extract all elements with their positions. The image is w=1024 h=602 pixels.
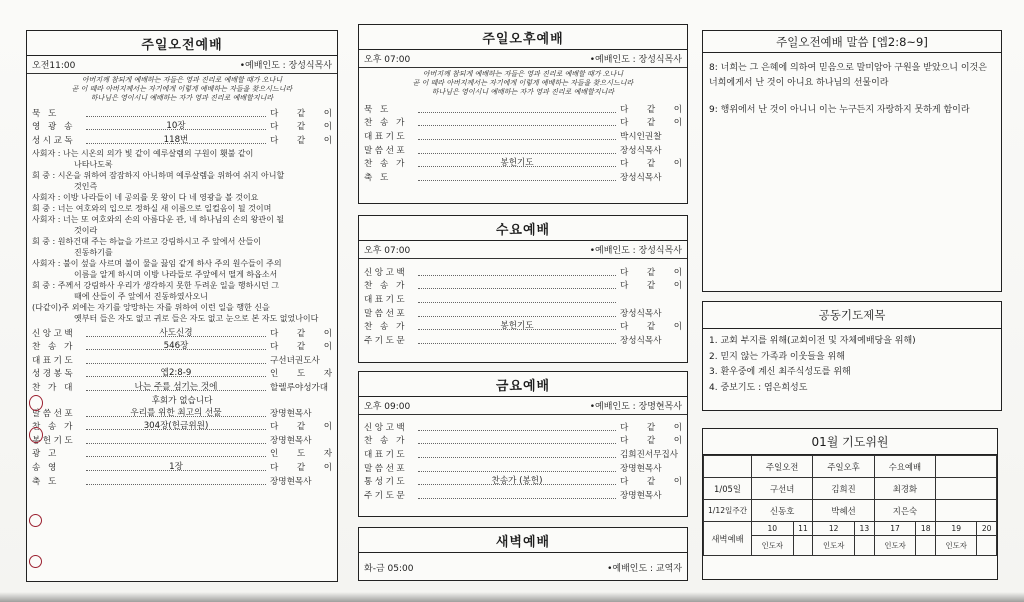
order-item-detail xyxy=(86,356,266,364)
order-item-person: 할렐루야성가대 xyxy=(270,382,329,393)
order-item-label: 통성기도 xyxy=(364,477,408,488)
order-row xyxy=(27,406,337,420)
order-item-label: 대표기도 xyxy=(364,131,408,142)
wednesday-service-header: 오후 07:00 •예배인도 : 장성식목사 xyxy=(359,241,687,259)
sermon-subtitle: 후회가 없습니다 xyxy=(151,395,213,406)
order-row xyxy=(27,447,337,461)
order-row xyxy=(359,170,687,184)
order-item-person: 장성식목사 xyxy=(620,308,662,319)
order-item-label: 찬 가 대 xyxy=(32,382,75,393)
prayer-committee-box xyxy=(702,428,998,580)
order-item-person: 장명현목사 xyxy=(620,490,662,501)
order-row xyxy=(359,279,687,293)
responsive-line: 때에 산들이 주 앞에서 진동하였사오니 xyxy=(74,291,208,301)
order-item-label: 신앙고백 xyxy=(364,267,408,278)
order-item-label: 대표기도 xyxy=(32,355,76,366)
order-item-label: 송 영 xyxy=(32,462,59,473)
morning-verse: 아버지께 참되게 예배하는 자들은 영과 진리로 예배할 때가 오나니 곧 이 때라 아버지께서는 자기에게 이렇게 예배하는 자들을 찾으시느니라 하나님은 영이시니 예배하는 자가 영과 진리로 예배할지니라 xyxy=(71,76,293,102)
order-row xyxy=(27,367,337,381)
afternoon-verse: 아버지께 참되게 예배하는 자들은 영과 진리로 예배할 때가 오나니 곧 이 때라 아버지께서는 자기에게 이렇게 예배하는 자들을 찾으시느니라 하나님은 영이시니 예배하는 자가 영과 진리로 예배할지니라 xyxy=(412,70,634,96)
order-item-person: 다 같 이 xyxy=(620,422,682,433)
order-item-detail xyxy=(418,105,616,113)
dawn-leader-cell: 인도자 xyxy=(813,536,855,556)
order-item-person: 다 같 이 xyxy=(620,118,682,129)
order-item-detail xyxy=(418,336,616,344)
order-item-label: 찬 송 가 xyxy=(364,436,407,447)
order-row xyxy=(359,129,687,143)
order-row xyxy=(27,133,337,147)
order-item-detail xyxy=(418,281,616,289)
order-item-detail: 우리를 위한 최고의 선물 xyxy=(86,409,266,417)
responsive-line: 사회자 : 너는 또 여호와의 손의 아름다운 관, 네 하나님의 손의 왕관이 될 xyxy=(32,214,285,224)
order-item-label: 찬 송 가 xyxy=(364,322,407,333)
wednesday-service-title: 수요예배 xyxy=(359,216,687,241)
order-item-detail: 찬송가 (봉헌) xyxy=(418,477,616,485)
order-item-person: 장성식목사 xyxy=(620,172,662,183)
dawn-service-box xyxy=(358,527,688,581)
order-row xyxy=(359,156,687,170)
order-item-detail xyxy=(418,309,616,317)
dawn-day-cell: 11 xyxy=(793,522,813,536)
morning-service-box xyxy=(26,30,338,582)
dawn-leader-cell xyxy=(854,536,874,556)
order-item-person: 장성식목사 xyxy=(620,335,662,346)
pen-mark-circle xyxy=(29,427,43,443)
morning-service-time: 오전11:00 xyxy=(32,61,76,71)
prayer-topic-item: 2. 믿지 않는 가족과 이웃들을 위해 xyxy=(709,351,845,362)
order-item-detail xyxy=(418,118,616,126)
responsive-line: 사회자 : 불이 섶을 사르며 불이 물을 끓임 같게 하사 주의 원수들이 주의 xyxy=(32,258,282,268)
order-item-detail xyxy=(86,436,266,444)
order-item-detail xyxy=(418,173,616,181)
dawn-day-cell: 13 xyxy=(854,522,874,536)
prayer-topics-list xyxy=(703,329,1001,401)
responsive-line: 회 중 : 너는 여호와의 입으로 정하실 새 이름으로 일컬음이 될 것이며 xyxy=(32,203,272,213)
dawn-day-cell: 18 xyxy=(916,522,936,536)
order-item-detail xyxy=(418,464,616,472)
dawn-service-header: 화-금 05:00 •예배인도 : 교역자 xyxy=(364,564,682,574)
order-item-person: 다 같 이 xyxy=(270,122,332,133)
order-item-detail xyxy=(418,268,616,276)
order-item-person: 다 같 이 xyxy=(270,328,332,339)
prayer-topics-box xyxy=(702,301,1002,411)
order-item-detail xyxy=(418,450,616,458)
dawn-leader-cell xyxy=(916,536,936,556)
order-item-label: 신앙고백 xyxy=(364,422,408,433)
order-row xyxy=(27,419,337,433)
page-bottom-shadow xyxy=(0,592,1024,602)
order-item-person: 다 같 이 xyxy=(270,135,332,146)
wednesday-service-box xyxy=(358,215,688,363)
order-item-detail xyxy=(418,295,616,303)
dawn-leader-cell: 인도자 xyxy=(936,536,977,556)
prayer-topic-item: 4. 중보기도 : 염은희성도 xyxy=(709,382,808,393)
order-row xyxy=(27,380,337,394)
morning-order-part1 xyxy=(27,106,337,147)
order-item-label: 성경봉독 xyxy=(32,369,76,380)
afternoon-service-header: 오후 07:00 •예배인도 : 장성식목사 xyxy=(359,50,687,68)
afternoon-service-box xyxy=(358,24,688,204)
order-row xyxy=(27,353,337,367)
friday-service-header: 오후 09:00 •예배인도 : 장명현목사 xyxy=(359,397,687,415)
order-item-label: 찬 송 가 xyxy=(364,159,407,170)
order-row xyxy=(359,292,687,306)
order-item-detail: 나는 주를 섬기는 것에 xyxy=(86,383,266,391)
order-item-label: 축 도 xyxy=(364,172,391,183)
order-item-label: 대표기도 xyxy=(364,449,408,460)
order-item-label: 묵 도 xyxy=(32,108,59,119)
dawn-service-title: 새벽예배 xyxy=(359,528,687,553)
afternoon-order xyxy=(359,100,687,184)
order-item-person: 인 도 자 xyxy=(270,449,332,460)
dawn-leader-cell xyxy=(977,536,997,556)
order-item-person: 인 도 자 xyxy=(270,369,332,380)
order-item-person: 다 같 이 xyxy=(620,267,682,278)
order-item-label: 신앙고백 xyxy=(32,328,76,339)
order-row xyxy=(27,326,337,340)
order-row xyxy=(359,333,687,347)
order-item-detail xyxy=(418,423,616,431)
dawn-day-cell: 17 xyxy=(874,522,916,536)
order-row xyxy=(359,488,687,502)
order-item-person: 김희진서무집사 xyxy=(620,449,679,460)
morning-service-title: 주일오전예배 xyxy=(27,31,337,56)
order-row xyxy=(359,265,687,279)
order-item-label: 말씀선포 xyxy=(364,463,408,474)
order-row xyxy=(27,433,337,447)
order-item-label: 봉헌기도 xyxy=(32,435,76,446)
order-item-person: 박시인권찰 xyxy=(620,131,662,142)
order-item-person: 구선녀권도사 xyxy=(270,355,320,366)
prayer-committee-title: 01월 기도위원 xyxy=(703,429,997,455)
prayer-topics-title: 공동기도제목 xyxy=(703,302,1001,329)
order-item-label: 찬 송 가 xyxy=(364,281,407,292)
order-item-person: 장성식목사 xyxy=(620,145,662,156)
pen-mark-circle xyxy=(29,555,42,568)
order-item-person: 장명현목사 xyxy=(270,435,312,446)
responsive-line: 회 중 : 원하건대 주는 하늘을 가르고 강림하시고 주 앞에서 산들이 xyxy=(32,236,262,246)
order-row xyxy=(359,306,687,320)
order-row xyxy=(359,116,687,130)
order-item-detail xyxy=(418,491,616,499)
pen-mark-circle xyxy=(29,514,42,527)
order-row xyxy=(27,460,337,474)
order-row xyxy=(27,106,337,120)
friday-service-title: 금요예배 xyxy=(359,372,687,397)
responsive-line: 사회자 : 나는 시온의 의가 빛 같이 예루살렘의 구원이 횃불 같이 xyxy=(32,148,254,158)
dawn-day-cell: 12 xyxy=(813,522,855,536)
pen-mark-circle xyxy=(29,395,43,411)
dawn-leader-cell: 인도자 xyxy=(874,536,916,556)
order-item-person: 다 같 이 xyxy=(270,462,332,473)
dawn-day-cell: 20 xyxy=(977,522,997,536)
order-item-person: 장명현목사 xyxy=(270,408,312,419)
order-item-detail: 사도신경 xyxy=(86,329,266,337)
morning-service-leader: •예배인도 : 장성식목사 xyxy=(239,61,332,71)
prayer-topic-item: 3. 환우중에 계신 최주식성도를 위해 xyxy=(709,367,851,377)
order-item-person: 다 같 이 xyxy=(620,477,682,488)
responsive-line: 진동하기를 xyxy=(74,247,113,257)
order-item-detail: 1장 xyxy=(86,463,266,471)
order-item-detail xyxy=(86,449,266,457)
order-item-label: 성시교독 xyxy=(32,135,76,146)
morning-order-part2 xyxy=(27,326,337,394)
prayer-committee-table: 주일오전 주일오후 수요예배 1/05일 구선녀 김희진 최경화 1/12일주간 신동호 박혜선 지은숙 새벽예배 10 11 12 13 17 18 19 20 인도자 인도자 인도자 인도자 xyxy=(703,455,997,556)
responsive-line: (다같이)주 외에는 자기를 앙망하는 자를 위하여 이런 일을 행한 신을 xyxy=(32,302,270,312)
afternoon-service-title: 주일오후예배 xyxy=(359,25,687,50)
order-item-person: 다 같 이 xyxy=(620,159,682,170)
order-item-detail xyxy=(418,436,616,444)
dawn-days-row: 새벽예배 10 11 12 13 17 18 19 20 xyxy=(704,522,997,536)
order-row xyxy=(27,120,337,134)
order-item-label: 영 광 송 xyxy=(32,122,75,133)
dawn-day-cell: 19 xyxy=(936,522,977,536)
order-row xyxy=(27,474,337,488)
order-item-person: 다 같 이 xyxy=(270,342,332,353)
order-item-label: 묵 도 xyxy=(364,104,391,115)
responsive-line: 회 중 : 시온을 위하여 잠잠하지 아니하며 예루살렘을 위하여 쉬지 아니할 xyxy=(32,170,285,180)
morning-service-header xyxy=(27,56,337,74)
order-item-detail xyxy=(86,477,266,485)
order-item-detail: 엡2:8-9 xyxy=(86,369,266,377)
order-item-label: 주기도문 xyxy=(364,335,408,346)
responsive-reading xyxy=(27,147,337,324)
order-item-label: 말씀선포 xyxy=(364,308,408,319)
dawn-leader-cell: 인도자 xyxy=(752,536,794,556)
order-item-person: 다 같 이 xyxy=(620,281,682,292)
order-row xyxy=(359,474,687,488)
order-row xyxy=(359,461,687,475)
order-row xyxy=(359,319,687,333)
order-row xyxy=(359,447,687,461)
prayer-topic-item: 1. 교회 부지를 위해(교회이전 및 자체예배당을 위해) xyxy=(709,336,916,346)
responsive-line: 이름을 알게 하시며 이방 나라들로 주앞에서 떨게 하옵소서 xyxy=(74,269,278,279)
scripture-title: 주일오전예배 말씀 [엡2:8~9] xyxy=(703,31,1001,53)
order-item-label: 찬 송 가 xyxy=(32,342,75,353)
order-row xyxy=(359,143,687,157)
order-item-label: 대표기도 xyxy=(364,294,408,305)
order-item-detail: 봉헌기도 xyxy=(418,322,616,330)
friday-order xyxy=(359,415,687,502)
order-item-detail xyxy=(418,146,616,154)
order-item-detail xyxy=(418,132,616,140)
order-item-label: 축 도 xyxy=(32,476,59,487)
responsive-line: 옛부터 들은 자도 없고 귀로 들은 자도 없고 눈으로 본 자도 없었나이다 xyxy=(74,313,319,323)
order-item-detail xyxy=(86,109,266,117)
responsive-line: 것인즉 xyxy=(74,181,98,191)
responsive-line: 것이라 xyxy=(74,225,98,235)
order-item-person: 장명현목사 xyxy=(270,476,312,487)
dawn-leader-cell xyxy=(793,536,813,556)
morning-order-part3 xyxy=(27,406,337,488)
order-item-person: 다 같 이 xyxy=(270,108,332,119)
wednesday-order xyxy=(359,259,687,347)
order-item-label: 주기도문 xyxy=(364,490,408,501)
scripture-box xyxy=(702,30,1002,292)
friday-service-box xyxy=(358,371,688,517)
order-row xyxy=(27,339,337,353)
order-row xyxy=(359,434,687,448)
order-item-label: 광 고 xyxy=(32,449,59,460)
responsive-line: 사회자 : 이방 나라들이 네 공의를 못 왕이 다 네 영광을 볼 것이요 xyxy=(32,192,259,202)
scripture-text: 8: 너희는 그 은혜에 의하여 믿음으로 말미암아 구원을 받았으니 이것은 너희에게서 난 것이 아니요 하나님의 선물이라 9: 행위에서 난 것이 아니니 이는 누구든지 자랑하지 못하게 함이라 xyxy=(709,63,987,115)
order-item-detail: 118번 xyxy=(86,136,266,144)
order-item-label: 찬 송 가 xyxy=(364,118,407,129)
order-item-person: 다 같 이 xyxy=(620,104,682,115)
order-item-detail: 546장 xyxy=(86,342,266,350)
responsive-line: 회 중 : 주께서 강림하사 우리가 생각하지 못한 두려운 일을 행하시던 그 xyxy=(32,280,280,290)
order-item-label: 말씀선포 xyxy=(32,408,76,419)
order-item-detail: 304장(헌금위원) xyxy=(86,422,266,430)
dawn-day-cell: 10 xyxy=(752,522,794,536)
order-item-detail: 봉헌기도 xyxy=(418,159,616,167)
responsive-line: 나타나도록 xyxy=(74,159,113,169)
order-row xyxy=(359,102,687,116)
order-item-person: 다 같 이 xyxy=(620,436,682,447)
order-item-detail: 10장 xyxy=(86,122,266,130)
order-item-person: 다 같 이 xyxy=(270,422,332,433)
order-item-person: 다 같 이 xyxy=(620,322,682,333)
order-item-person: 장명현목사 xyxy=(620,463,662,474)
order-row xyxy=(359,420,687,434)
order-item-label: 말씀선포 xyxy=(364,145,408,156)
order-item-label: 찬 송 가 xyxy=(32,422,75,433)
